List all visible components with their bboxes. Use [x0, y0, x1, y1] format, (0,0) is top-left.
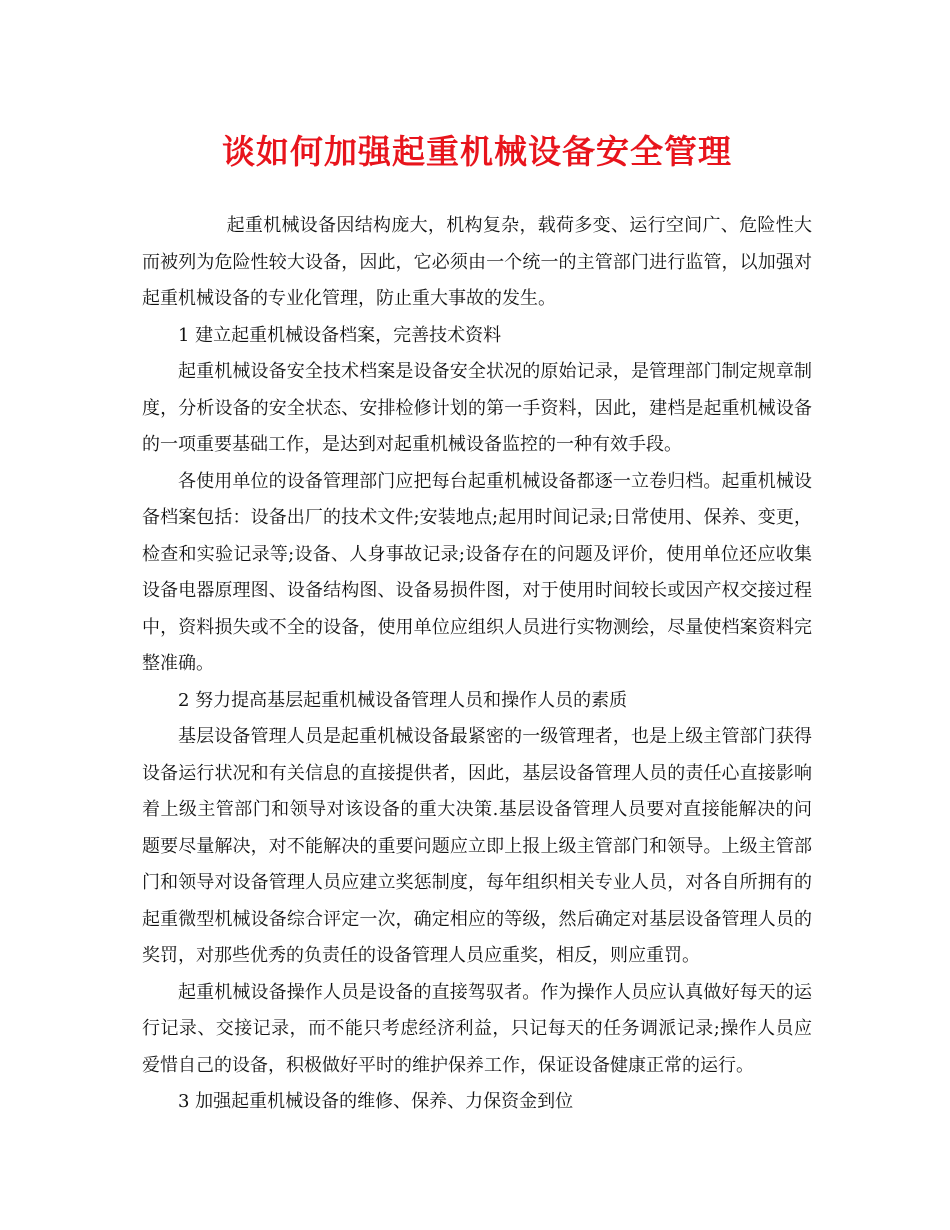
- section-2-paragraph-1: 基层设备管理人员是起重机械设备最紧密的一级管理者，也是上级主管部门获得设备运行状况和有关信息的直接提供者，因此，基层设备管理人员的责任心直接影响着上级主管部门和领导对该设备的重大决策.基层设备管理人员要对直接能解决的问题要尽量解决，对不能解决的重要问题应立即上报上级主管部门和领导。上级主管部门和领导对设备管理人员应建立奖惩制度，每年组织相关专业人员，对各自所拥有的起重微型机械设备综合评定一次，确定相应的等级，然后确定对基层设备管理人员的奖罚，对那些优秀的负责任的设备管理人员应重奖，相反，则应重罚。: [142, 726, 812, 966]
- section-1-paragraph-1: 起重机械设备安全技术档案是设备安全状况的原始记录，是管理部门制定规章制度，分析设备的安全状态、安排检修计划的第一手资料，因此，建档是起重机械设备的一项重要基础工作，是达到对起重机械设备监控的一种有效手段。: [142, 361, 812, 455]
- section-2-paragraph-2: 起重机械设备操作人员是设备的直接驾驭者。作为操作人员应认真做好每天的运行记录、交接记录，而不能只考虑经济利益，只记每天的任务调派记录;操作人员应爱惜自己的设备，积极做好平时的维护保养工作，保证设备健康正常的运行。: [142, 981, 812, 1076]
- section-1-paragraph-2: 各使用单位的设备管理部门应把每台起重机械设备都逐一立卷归档。起重机械设备档案包括：设备出厂的技术文件;安装地点;起用时间记录;日常使用、保养、变更，检查和实验记录等;设备、人身事故记录;设备存在的问题及评价，使用单位还应收集设备电器原理图、设备结构图、设备易损件图，对于使用时间较长或因产权交接过程中，资料损失或不全的设备，使用单位应组织人员进行实物测绘，尽量使档案资料完整准确。: [142, 470, 812, 674]
- section-heading-1: 1 建立起重机械设备档案，完善技术资料: [178, 324, 502, 346]
- document-title: 谈如何加强起重机械设备安全管理: [222, 132, 732, 171]
- intro-paragraph: 起重机械设备因结构庞大，机构复杂，载荷多变、运行空间广、危险性大而被列为危险性较大设备，因此，它必须由一个统一的主管部门进行监管，以加强对起重机械设备的专业化管理，防止重大事故的发生。: [142, 215, 812, 309]
- document-page: [142, 0, 812, 1121]
- section-heading-3: 3 加强起重机械设备的维修、保养、力保资金到位: [178, 1091, 574, 1112]
- document-body: [142, 208, 812, 1121]
- section-heading-2: 2 努力提高基层起重机械设备管理人员和操作人员的素质: [178, 689, 628, 711]
